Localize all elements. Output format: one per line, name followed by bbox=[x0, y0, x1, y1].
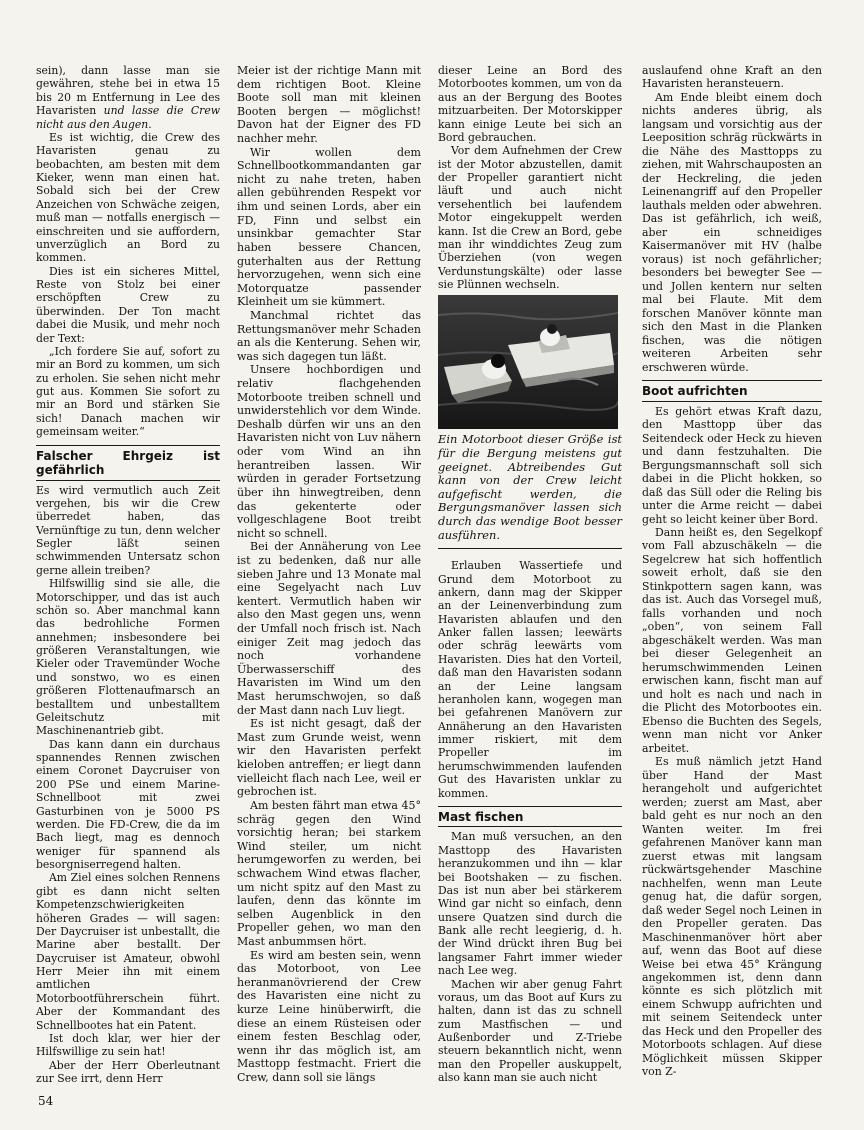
paragraph: Bei der Annäherung von Lee ist zu bedenken, daß nur alle sieben Jahre und 13 Monate mal eine Segelyacht nach Luv kentert. Vermutlich haben wir also den Mast gegen uns, wenn der Umfall noch frisch ist. Nach einiger Zeit mag jedoch das noch vorhandene Überwasserschiff des Havaristen im Wind um den Mast herumschwojen, so daß der Mast dann nach Luv liegt. bbox=[237, 540, 421, 717]
paragraph: Es gehört etwas Kraft dazu, den Masttopp über das Seitendeck oder Heck zu hieven und dann festzuhalten. Die Bergungsmannschaft soll sich dabei in die Plicht hokken, so daß das Süll oder die Reling bis unter die Arme reicht — dabei geht so leicht keiner über Bord. bbox=[642, 404, 822, 526]
italic-text: und lasse die Crew nicht aus den Augen. bbox=[36, 104, 220, 131]
text-run: sein), dann lasse man sie gewähren, stehe bei in etwa 15 bis 20 m Entfernung in Lee des Havaristen bbox=[36, 64, 220, 118]
paragraph bbox=[36, 64, 220, 131]
motorboat-photo bbox=[438, 295, 618, 429]
paragraph: Es wird vermutlich auch Zeit vergehen, bis wir die Crew überredet haben, das Vernünftige zu tun, denn welcher Segler läßt seinen schwimmenden Untersatz schon gerne allein treiben? bbox=[36, 483, 220, 577]
paragraph: Erlauben Wassertiefe und Grund dem Motorboot zu ankern, dann mag der Skipper an der Leinenverbindung zum Havaristen ablaufen und den Anker fallen lassen; leewärts oder schräg leewärts vom Havaristen. Dies hat den Vorteil, daß man den Havaristen sodann an der Leine langsam heranholen kann, wogegen man bei gefahrenen Manövern zur Annäherung an den Havaristen immer riskiert, mit dem Propeller im herumschwimmenden laufenden Gut des Havaristen unklar zu kommen. bbox=[438, 559, 622, 800]
divider bbox=[642, 380, 822, 381]
paragraph: Dann heißt es, den Segelkopf vom Fall abzuschäkeln — die Segelcrew hat sich hoffentlich soweit erholt, daß sie den Stinkpottern sagen kann, was das ist. Auch das Vorsegel muß, falls vorhanden und noch „oben“, von seinem Fall abgeschäkelt werden. Was man bei dieser Gelegenheit an herumschwimmenden Leinen erwischen kann, fischt man auf und holt es nach und nach in die Plicht des Motorbootes ein. Ebenso die Buchten des Segels, wenn man nicht vor Anker arbeitet. bbox=[642, 526, 822, 755]
motorboat-photo-image bbox=[438, 295, 618, 429]
divider bbox=[438, 826, 622, 827]
paragraph: Am Ziel eines solchen Rennens gibt es dann nicht selten Kompetenzschwierigkeiten höheren Grades — will sagen: Der Daycruiser ist unbestallt, die Marine aber bestallt. Der Daycruiser ist Amateur, obwohl Herr Meier ihn mit einem amtlichen Motorbootführerschein führt. Aber der Kommandant des Schnellbootes hat ein Patent. bbox=[36, 871, 220, 1032]
divider bbox=[36, 445, 220, 446]
paragraph: Ist doch klar, wer hier der Hilfswillige zu sein hat! bbox=[36, 1031, 220, 1059]
divider bbox=[438, 806, 622, 807]
paragraph: Man muß versuchen, an den Masttopp des Havaristen heranzukommen und ihn — klar bei Bootshaken — zu fischen. Das ist nun aber bei stärkerem Wind gar nicht so einfach, denn unsere Quatzen sind durch die Bank alle recht leegierig, d. h. der Wind drückt ihren Bug bei langsamer Fahrt immer wieder nach Lee weg. bbox=[438, 830, 622, 978]
page-number: 54 bbox=[38, 1094, 54, 1108]
column-2 bbox=[237, 64, 421, 1085]
divider bbox=[642, 401, 822, 402]
column-1 bbox=[36, 64, 220, 1085]
paragraph: Vor dem Aufnehmen der Crew ist der Motor abzustellen, damit der Propeller garantiert nicht läuft und auch nicht versehentlich bei laufendem Motor eingekuppelt werden kann. Ist die Crew an Bord, gebe man ihr winddichtes Zeug zum Überziehen (von wegen Verdunstungskälte) oder lasse sie Plünnen wechseln. bbox=[438, 144, 622, 291]
column-3 bbox=[438, 64, 622, 1085]
paragraph: Unsere hochbordigen und relativ flachgehenden Motorboote treiben schnell und unwiderstehlich vor dem Winde. Deshalb dürfen wir uns an den Havaristen nicht von Luv nähern oder vom Wind an ihn herantreiben lassen. Wir würden in gerader Fortsetzung über ihn hinwegtreiben, denn das gekenterte oder vollgeschlagene Boot treibt nicht so schnell. bbox=[237, 363, 421, 540]
paragraph: Es muß nämlich jetzt Hand über Hand der Mast herangeholt und aufgerichtet werden; zuerst am Mast, aber bald geht es nur noch an den Wanten weiter. Im frei gefahrenen Manöver kann man zuerst etwas mit langsam rückwärtsgehender Maschine nachhelfen, wenn man Leute genug hat, die dafür sorgen, daß weder Segel noch Leinen in den Propeller geraten. Das Maschinenmanöver hört aber auf, wenn das Boot auf diese Weise bei etwa 45° Krängung angekommen ist, denn dann könnte es sich plötzlich mit einem Schwupp aufrichten und mit seinem Seitendeck unter das Heck und den Propeller des Motorboots schlagen. Auf diese Möglichkeit müssen Skipper von Z- bbox=[642, 755, 822, 1079]
photo-caption: Ein Motorboot dieser Größe ist für die Bergung meistens gut geeignet. Abtreibendes Gut kann von der Crew leicht aufgefischt werden, die Bergungsmanöver lassen sich durch das wendige Boot besser ausführen. bbox=[438, 433, 622, 549]
paragraph: Manchmal richtet das Rettungsmanöver mehr Schaden an als die Kenterung. Sehen wir, was sich dagegen tun läßt. bbox=[237, 308, 421, 363]
paragraph: Machen wir aber genug Fahrt voraus, um das Boot auf Kurs zu halten, dann ist das zu schnell zum Mastfischen — und Außenborder und Z-Triebe steuern bekanntlich nicht, wenn man den Propeller auskuppelt, also kann man sie auch nicht bbox=[438, 977, 622, 1085]
paragraph: Meier ist der richtige Mann mit dem richtigen Boot. Kleine Boote soll man mit kleinen Booten bergen — möglichst! Davon hat der Eigner des FD nachher mehr. bbox=[237, 64, 421, 146]
paragraph: Es wird am besten sein, wenn das Motorboot, von Lee heranmanövrierend der Crew des Havaristen eine nicht zu kurze Leine hinüberwirft, die diese an einem Rüsteisen oder einem festen Beschlag oder, wenn ihr das möglich ist, am Masttopp festmacht. Friert die Crew, dann soll sie längs bbox=[237, 948, 421, 1085]
paragraph: Das kann dann ein durchaus spannendes Rennen zwischen einem Coronet Daycruiser von 200 PSe und einem Marine-Schnellboot mit zwei Gasturbinen von je 5000 PS werden. Die FD-Crew, die da im Bach liegt, mag es dennoch weniger für spannend als besorgniserregend halten. bbox=[36, 737, 220, 871]
divider bbox=[36, 480, 220, 481]
paragraph: Aber der Herr Oberleutnant zur See irrt, denn Herr bbox=[36, 1058, 220, 1085]
section-heading: Mast fischen bbox=[438, 809, 524, 824]
paragraph: Am Ende bleibt einem doch nichts anderes übrig, als langsam und vorsichtig aus der Leeposition schräg rückwärts in die Nähe des Masttopps zu ziehen, mit Wahrschauposten an der Heckreling, die jeden Leinenangriff auf den Propeller lauthals melden oder abwehren. Das ist gefährlich, ich weiß, aber ein schneidiges Kaisermanöver mit HV (halbe voraus) ist noch gefährlicher; besonders bei bewegter See — und Jollen kentern nur selten mal bei Flaute. Mit dem forschen Manöver könnte man sich den Mast in die Planken fischen, was die nötigen weiteren Arbeiten sehr erschweren würde. bbox=[642, 90, 822, 374]
paragraph: Es ist wichtig, die Crew des Havaristen genau zu beobachten, am besten mit dem Kieker, wenn man einen hat. Sobald sich bei der Crew Anzeichen von Schwäche zeigen, muß man — notfalls energisch — einschreiten und sie auffordern, unverzüglich an Bord zu kommen. bbox=[36, 130, 220, 265]
paragraph: Dies ist ein sicheres Mittel, Reste von Stolz bei einer erschöpften Crew zu überwinden. Der Ton macht dabei die Musik, und mehr noch der Text: bbox=[36, 264, 220, 345]
quote-paragraph: „Ich fordere Sie auf, sofort zu mir an Bord zu kommen, um sich zu erholen. Sie sehen nicht mehr gut aus. Kommen Sie sofort zu mir an Bord und stärken Sie sich! Danach machen wir gemeinsam weiter.“ bbox=[36, 344, 220, 439]
paragraph: Hilfswillig sind sie alle, die Motorschipper, und das ist auch schön so. Aber manchmal kann das bedrohliche Formen annehmen; insbesondere bei größeren Veranstaltungen, wie Kieler oder Travemünder Woche und sonstwo, wo es einen größeren Flottenaufmarsch an bestalltem und unbestalltem Geleitschutz mit Maschinenantrieb gibt. bbox=[36, 577, 220, 738]
paragraph: Am besten fährt man etwa 45° schräg gegen den Wind vorsichtig heran; bei starkem Wind steiler, um nicht herumgeworfen zu werden, bei schwachem Wind etwas flacher, um nicht spitz auf den Mast zu laufen, denn das könnte im selben Augenblick in den Propeller gehen, wo man den Mast anbummsen hört. bbox=[237, 798, 421, 948]
column-4 bbox=[642, 64, 822, 1079]
paragraph: auslaufend ohne Kraft an den Havaristen heransteuern. bbox=[642, 64, 822, 91]
section-heading: Falscher Ehrgeiz ist gefährlich bbox=[36, 448, 220, 477]
paragraph: dieser Leine an Bord des Motorbootes kommen, um von da aus an der Bergung des Bootes mitzuarbeiten. Der Motorskipper kann einige Leute bei sich an Bord gebrauchen. bbox=[438, 64, 622, 144]
paragraph: Wir wollen dem Schnellbootkommandanten gar nicht zu nahe treten, haben allen gebührenden Respekt vor ihm und seinen Lords, aber ein FD, Finn und selbst ein unsinkbar gemachter Star haben bessere Chancen, guterhalten aus der Rettung hervorzugehen, wenn sich eine Motorquatze passender Kleinheit um sie kümmert. bbox=[237, 145, 421, 309]
section-heading: Boot aufrichten bbox=[642, 384, 748, 399]
paragraph: Es ist nicht gesagt, daß der Mast zum Grunde weist, wenn wir den Havaristen perfekt kieloben antreffen; er liegt dann vielleicht flach nach Lee, weil er gebrochen ist. bbox=[237, 717, 421, 799]
